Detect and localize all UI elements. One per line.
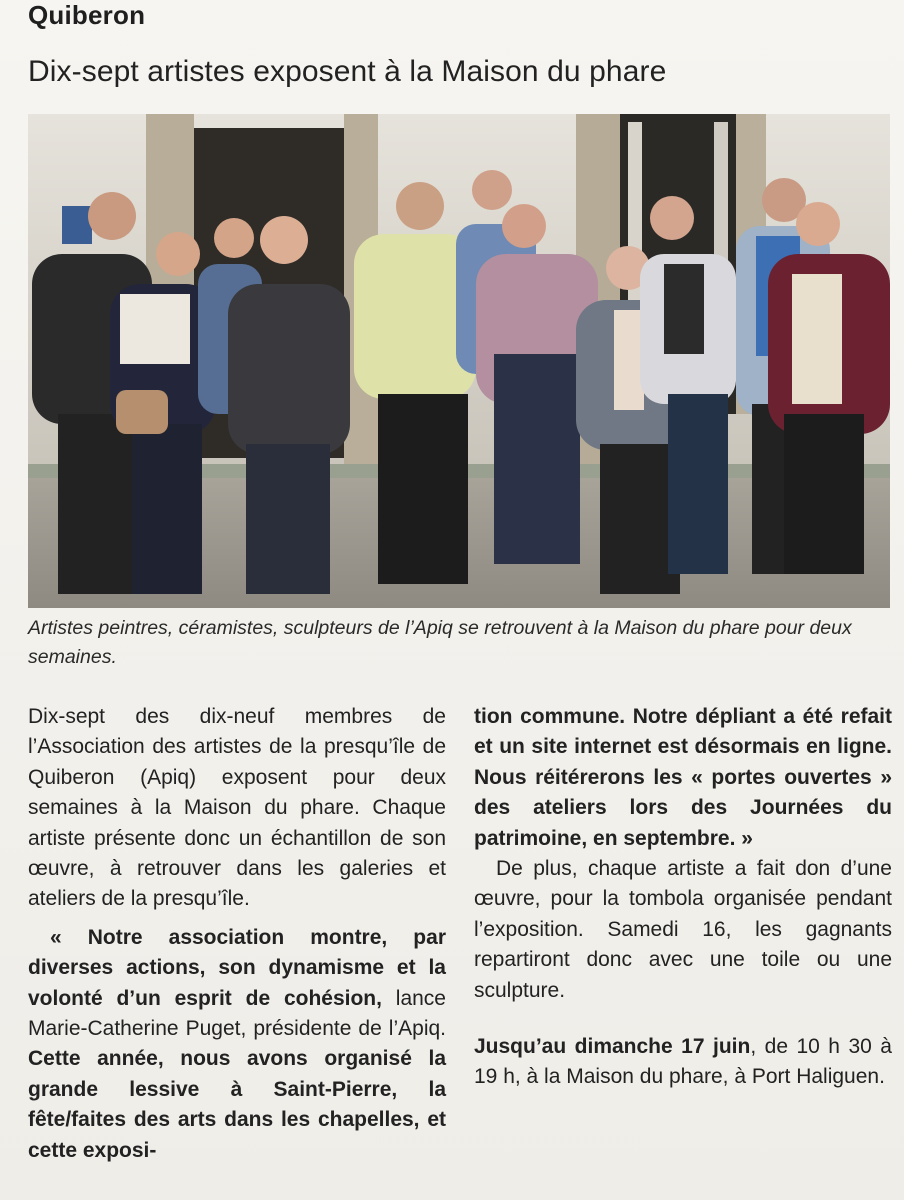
group-photo-illustration bbox=[28, 114, 890, 608]
quote-text-1: « Notre association montre, par diverses actions, son dynamisme et la volonté d’un esprit de cohésion, bbox=[28, 925, 446, 1010]
article-paragraph-2 bbox=[28, 923, 446, 1166]
quote-text-2: Cette année, nous avons organisé la grande lessive à Saint-Pierre, la fête/faites des arts dans les chapelles, et cette exposi- bbox=[28, 1047, 446, 1162]
quote-attribution: lance Marie-Catherine Puget, présidente de l’Apiq. bbox=[28, 986, 446, 1041]
group-photo bbox=[28, 114, 890, 608]
article-paragraph-1: Dix-sept des dix-neuf membres de l’Association des artistes de la presqu’île de Quiberon (Apiq) exposent pour deux semaines à la Maison du phare. Chaque artiste présente donc un échantillon de son œuvre, à retrouver dans les galeries et ateliers de la presqu’île. bbox=[28, 705, 446, 911]
headline: Dix-sept artistes exposent à la Maison du phare bbox=[28, 55, 667, 88]
article-paragraph-4: De plus, chaque artiste a fait don d’une œuvre, pour la tombola organisée pendant l’exposition. Samedi 16, les gagnants repartiront donc avec une toile ou une sculpture. bbox=[474, 857, 892, 1002]
photo-caption: Artistes peintres, céramistes, sculpteurs de l’Apiq se retrouvent à la Maison du phare pour deux semaines. bbox=[28, 617, 852, 668]
event-date: Jusqu’au dimanche 17 juin bbox=[474, 1035, 751, 1059]
event-info bbox=[474, 1032, 892, 1093]
section-title: Quiberon bbox=[28, 0, 146, 30]
article-column-1 bbox=[28, 702, 446, 1166]
article-column-2 bbox=[474, 702, 892, 1093]
event-details: , de 10 h 30 à 19 h, à la Maison du phare, à Port Haliguen. bbox=[474, 1035, 892, 1089]
article-paragraph-3: tion commune. Notre dépliant a été refait et un site internet est désormais en ligne. Nous réitérerons les « portes ouvertes » des ateliers lors des Journées du patrimoine, en septembre. » bbox=[474, 705, 892, 850]
